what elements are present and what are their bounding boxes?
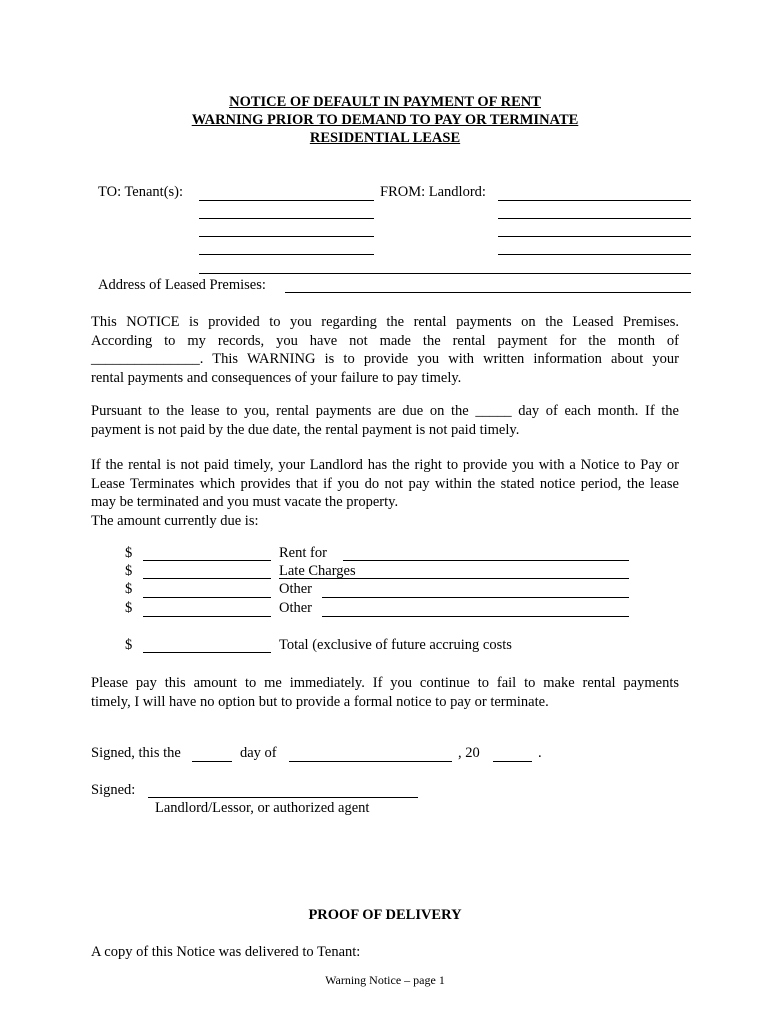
amount-row-label: Other	[279, 600, 313, 616]
amount-total-line[interactable]	[143, 652, 271, 653]
currency-symbol: $	[125, 637, 133, 653]
landlord-name-line-4[interactable]	[498, 254, 691, 255]
signed-year-line[interactable]	[493, 761, 532, 762]
paragraph-line: rental payments and consequences of your failure to pay timely.	[91, 369, 462, 386]
landlord-name-line-3[interactable]	[498, 236, 691, 237]
tenant-name-line-2[interactable]	[199, 218, 374, 219]
signature-role-caption: Landlord/Lessor, or authorized agent	[155, 800, 370, 816]
tenant-name-line-4[interactable]	[199, 254, 374, 255]
title-line-3: RESIDENTIAL LEASE	[309, 130, 461, 146]
day-of-label: day of	[240, 745, 277, 761]
amount-late-charges-line[interactable]	[143, 578, 271, 579]
address-label: Address of Leased Premises:	[98, 277, 266, 293]
landlord-name-line-2[interactable]	[498, 218, 691, 219]
paragraph-please-pay	[91, 674, 679, 711]
currency-symbol: $	[125, 581, 133, 597]
landlord-name-line-1[interactable]	[498, 200, 691, 201]
signed-month-line[interactable]	[289, 761, 452, 762]
other-description-line-1[interactable]	[322, 597, 629, 598]
amount-row-label: Other	[279, 581, 313, 597]
late-charges-description-line[interactable]	[279, 578, 629, 579]
address-line-1[interactable]	[199, 273, 691, 274]
tenant-name-line-1[interactable]	[199, 200, 374, 201]
paragraph-line: The amount currently due is:	[91, 512, 259, 529]
paragraph-line: timely, I will have no option but to provide a formal notice to pay or terminate.	[91, 693, 549, 710]
to-tenant-label: TO: Tenant(s):	[98, 184, 184, 200]
year-prefix: , 20	[458, 745, 480, 761]
amount-rent-line[interactable]	[143, 560, 271, 561]
sentence-period: .	[538, 745, 542, 761]
total-label: Total (exclusive of future accruing costs	[279, 637, 512, 653]
signed-label: Signed:	[91, 782, 136, 798]
other-description-line-2[interactable]	[322, 616, 629, 617]
paragraph-rights	[91, 456, 679, 530]
tenant-name-line-3[interactable]	[199, 236, 374, 237]
address-line-2[interactable]	[285, 292, 691, 293]
paragraph-line: This NOTICE is provided to you regarding the rental payments on the Leased Premises.	[91, 314, 679, 330]
page-footer: Warning Notice – page 1	[325, 973, 445, 987]
paragraph-notice	[91, 313, 679, 387]
amount-row-label: Rent for	[279, 545, 327, 561]
signed-this-the-label: Signed, this the	[91, 745, 181, 761]
paragraph-line: Please pay this amount to me immediately. If you continue to fail to make rental payments	[91, 675, 679, 691]
amount-other-line-2[interactable]	[143, 616, 271, 617]
paragraph-line: According to my records, you have not made the rental payment for the month of	[91, 332, 679, 349]
amount-other-line-1[interactable]	[143, 597, 271, 598]
currency-symbol: $	[125, 545, 133, 561]
amount-row-label: Late Charges	[279, 563, 356, 579]
signed-day-line[interactable]	[192, 761, 232, 762]
proof-of-delivery-text: A copy of this Notice was delivered to Tenant:	[91, 944, 361, 960]
paragraph-line: Lease Terminates which provides that if you do not pay within the stated notice period, the lease	[91, 475, 679, 492]
rent-period-line[interactable]	[343, 560, 629, 561]
paragraph-due-date	[91, 402, 679, 439]
paragraph-line: Pursuant to the lease to you, rental payments are due on the _____ day of each month. If the	[91, 403, 679, 419]
paragraph-line: payment is not paid by the due date, the rental payment is not paid timely.	[91, 421, 520, 438]
currency-symbol: $	[125, 600, 133, 616]
title-line-1: NOTICE OF DEFAULT IN PAYMENT OF RENT	[229, 94, 541, 110]
title-line-2: WARNING PRIOR TO DEMAND TO PAY OR TERMINATE	[191, 112, 579, 128]
from-landlord-label: FROM: Landlord:	[380, 184, 486, 200]
currency-symbol: $	[125, 563, 133, 579]
paragraph-line: may be terminated and you must vacate the property.	[91, 494, 399, 510]
signature-line[interactable]	[148, 797, 418, 798]
paragraph-line: _______________. This WARNING is to provide you with written information about your	[91, 351, 679, 367]
proof-of-delivery-heading: PROOF OF DELIVERY	[308, 907, 462, 923]
paragraph-line: If the rental is not paid timely, your Landlord has the right to provide you with a Notice to Pay or	[91, 457, 679, 473]
